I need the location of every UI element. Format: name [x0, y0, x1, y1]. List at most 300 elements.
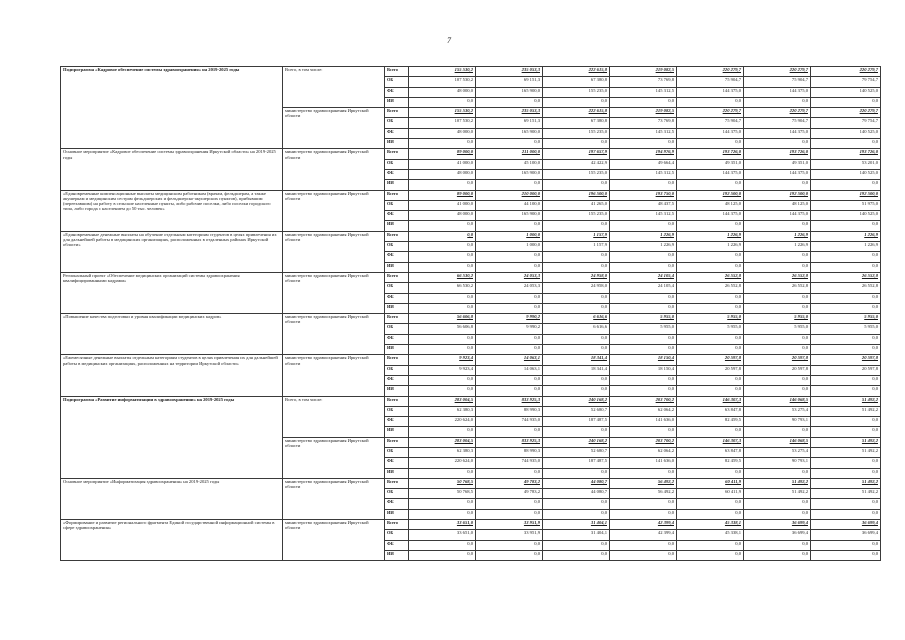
amount-cell: 41 000,0 [409, 200, 476, 210]
amount-cell: 107 530,2 [409, 118, 476, 128]
amount-cell: 0,0 [543, 334, 610, 344]
funding-source-cell: Всего [385, 355, 409, 365]
amount-cell: 24 105,4 [610, 272, 677, 282]
amount-cell: 0,0 [744, 293, 811, 303]
amount-cell: 56 492,2 [610, 478, 677, 488]
amount-cell: 50 768,5 [409, 478, 476, 488]
amount-cell: 0,0 [811, 458, 881, 468]
amount-cell: 0,0 [409, 550, 476, 560]
amount-cell: 1 226,9 [677, 242, 744, 252]
amount-cell: 197 657,9 [543, 149, 610, 159]
amount-cell: 220 279,7 [744, 67, 811, 77]
amount-cell: 144 375,0 [677, 211, 744, 221]
amount-cell: 0,0 [677, 427, 744, 437]
amount-cell: 49 351,0 [677, 159, 744, 169]
funding-source-cell: ИИ [385, 427, 409, 437]
responsible-cell: Всего, в том числе: [283, 67, 385, 108]
amount-cell: 73 769,8 [610, 118, 677, 128]
amount-cell: 82 459,5 [677, 417, 744, 427]
amount-cell: 155 530,2 [409, 108, 476, 118]
amount-cell: 0,0 [610, 262, 677, 272]
amount-cell: 52 680,7 [543, 447, 610, 457]
amount-cell: 0,0 [744, 468, 811, 478]
amount-cell: 0,0 [476, 499, 543, 509]
amount-cell: 0,0 [476, 375, 543, 385]
amount-cell: 33 651,0 [409, 520, 476, 530]
amount-cell: 0,0 [543, 180, 610, 190]
amount-cell: 0,0 [409, 499, 476, 509]
amount-cell: 0,0 [476, 252, 543, 262]
amount-cell: 0,0 [677, 509, 744, 519]
amount-cell: 0,0 [744, 550, 811, 560]
amount-cell: 49 783,2 [476, 478, 543, 488]
amount-cell: 0,0 [744, 509, 811, 519]
amount-cell: 107 530,2 [409, 77, 476, 87]
amount-cell: 0,0 [744, 334, 811, 344]
amount-cell: 0,0 [543, 509, 610, 519]
amount-cell: 5 955,0 [744, 324, 811, 334]
amount-cell: 155 235,0 [543, 169, 610, 179]
amount-cell: 67 380,8 [543, 77, 610, 87]
amount-cell: 63 847,8 [677, 406, 744, 416]
amount-cell: 283 004,5 [409, 396, 476, 406]
amount-cell: 0,0 [811, 221, 881, 231]
amount-cell: 9 923,4 [409, 355, 476, 365]
amount-cell: 144 375,0 [677, 87, 744, 97]
table-row [61, 355, 881, 365]
amount-cell: 0,0 [476, 334, 543, 344]
table-row [61, 67, 881, 77]
amount-cell: 0,0 [476, 180, 543, 190]
amount-cell: 51 492,2 [811, 478, 881, 488]
amount-cell: 0,0 [543, 468, 610, 478]
amount-cell: 26 552,8 [677, 272, 744, 282]
amount-cell: 49 783,2 [476, 489, 543, 499]
amount-cell: 0,0 [677, 293, 744, 303]
amount-cell: 0,0 [476, 139, 543, 149]
amount-cell: 0,0 [610, 375, 677, 385]
funding-source-cell: Всего [385, 437, 409, 447]
amount-cell: 0,0 [677, 386, 744, 396]
amount-cell: 0,0 [744, 386, 811, 396]
amount-cell: 69 151,3 [476, 118, 543, 128]
amount-cell: 196 500,0 [543, 190, 610, 200]
amount-cell: 56 492,2 [610, 489, 677, 499]
amount-cell: 48 437,5 [610, 200, 677, 210]
amount-cell: 9 923,4 [409, 365, 476, 375]
amount-cell: 220 279,7 [811, 108, 881, 118]
amount-cell: 0,0 [811, 427, 881, 437]
amount-cell: 165 900,0 [476, 211, 543, 221]
amount-cell: 5 955,0 [811, 314, 881, 324]
amount-cell: 193 726,0 [677, 149, 744, 159]
amount-cell: 833 925,3 [476, 437, 543, 447]
amount-cell: 194 976,9 [610, 149, 677, 159]
amount-cell: 62 064,2 [610, 447, 677, 457]
amount-cell: 193 726,0 [744, 149, 811, 159]
amount-cell: 187 487,5 [543, 458, 610, 468]
amount-cell: 0,0 [409, 242, 476, 252]
amount-cell: 0,0 [409, 386, 476, 396]
amount-cell: 0,0 [677, 334, 744, 344]
amount-cell: 0,0 [677, 139, 744, 149]
amount-cell: 0,0 [610, 386, 677, 396]
amount-cell: 0,0 [543, 303, 610, 313]
funding-source-cell: ИИ [385, 97, 409, 107]
program-name-cell: «Единовременные денежные выплаты на обучение отдельным категориям студентов в целях привлечения их для дальнейшей работы в медицинских организациях, расположенных в отдаленных районах Иркутской области» [61, 231, 283, 272]
funding-source-cell: Всего [385, 67, 409, 77]
funding-source-cell: ОБ [385, 159, 409, 169]
amount-cell: 18 341,4 [543, 355, 610, 365]
amount-cell: 0,0 [677, 540, 744, 550]
amount-cell: 33 951,9 [476, 530, 543, 540]
amount-cell: 146 307,3 [677, 437, 744, 447]
amount-cell: 51 492,2 [744, 478, 811, 488]
amount-cell: 90 793,1 [744, 417, 811, 427]
amount-cell: 73 769,8 [610, 77, 677, 87]
amount-cell: 144 375,0 [677, 128, 744, 138]
amount-cell: 75 904,7 [744, 118, 811, 128]
funding-source-cell: ОБ [385, 242, 409, 252]
amount-cell: 31 404,1 [543, 520, 610, 530]
funding-source-cell: ФБ [385, 334, 409, 344]
amount-cell: 145 312,5 [610, 211, 677, 221]
amount-cell: 0,0 [677, 550, 744, 560]
amount-cell: 18 150,4 [610, 355, 677, 365]
amount-cell: 0,0 [610, 303, 677, 313]
amount-cell: 0,0 [409, 180, 476, 190]
amount-cell: 45 338,1 [677, 520, 744, 530]
budget-table [60, 66, 881, 561]
amount-cell: 41 000,0 [409, 159, 476, 169]
amount-cell: 192 500,0 [744, 190, 811, 200]
funding-source-cell: ФБ [385, 417, 409, 427]
amount-cell: 165 900,0 [476, 128, 543, 138]
amount-cell: 20 597,8 [744, 365, 811, 375]
amount-cell: 0,0 [811, 468, 881, 478]
amount-cell: 52 680,7 [543, 406, 610, 416]
amount-cell: 88 990,3 [476, 406, 543, 416]
funding-source-cell: Всего [385, 149, 409, 159]
amount-cell: 192 500,0 [811, 190, 881, 200]
funding-source-cell: ФБ [385, 375, 409, 385]
amount-cell: 20 597,8 [811, 355, 881, 365]
amount-cell: 0,0 [610, 345, 677, 355]
amount-cell: 24 958,0 [543, 272, 610, 282]
amount-cell: 26 552,8 [677, 283, 744, 293]
amount-cell: 0,0 [811, 139, 881, 149]
funding-source-cell: ФБ [385, 499, 409, 509]
amount-cell: 26 552,8 [811, 272, 881, 282]
amount-cell: 220 624,0 [409, 417, 476, 427]
amount-cell: 51 492,2 [811, 489, 881, 499]
amount-cell: 146 068,5 [744, 396, 811, 406]
amount-cell: 48 000,0 [409, 211, 476, 221]
amount-cell: 0,0 [409, 345, 476, 355]
funding-source-cell: ИИ [385, 468, 409, 478]
amount-cell: 193 726,0 [811, 149, 881, 159]
amount-cell: 0,0 [543, 293, 610, 303]
amount-cell: 0,0 [543, 221, 610, 231]
amount-cell: 45 100,0 [476, 159, 543, 169]
amount-cell: 0,0 [610, 139, 677, 149]
responsible-cell: министерство здравоохранения Иркутской области [283, 272, 385, 313]
amount-cell: 45 338,1 [677, 530, 744, 540]
amount-cell: 144 375,0 [744, 169, 811, 179]
amount-cell: 0,0 [677, 180, 744, 190]
amount-cell: 0,0 [409, 509, 476, 519]
amount-cell: 1 226,9 [811, 231, 881, 241]
amount-cell: 283 004,5 [409, 437, 476, 447]
table-row [61, 190, 881, 200]
page-number: 7 [447, 36, 451, 45]
program-name-cell: «Единовременные компенсационные выплаты медицинским работникам (врачам, фельдшерам, а также акушеркам и медицинским сестрам фельдшерских и фельдшерско-акушерских пунктов), прибывшим (переехавшим) на работу в сельские населенные пункты, либо рабочие поселки, либо поселки городского типа, либо города с населением до 50 тыс. человек» [61, 190, 283, 231]
amount-cell: 48 000,0 [409, 169, 476, 179]
funding-source-cell: ОБ [385, 406, 409, 416]
amount-cell: 48 000,0 [409, 87, 476, 97]
amount-cell: 0,0 [811, 345, 881, 355]
funding-source-cell: Всего [385, 314, 409, 324]
amount-cell: 75 904,7 [677, 118, 744, 128]
funding-source-cell: ИИ [385, 550, 409, 560]
amount-cell: 0,0 [610, 540, 677, 550]
table-row [61, 314, 881, 324]
amount-cell: 0,0 [744, 427, 811, 437]
responsible-cell: министерство здравоохранения Иркутской области [283, 231, 385, 272]
amount-cell: 240 168,2 [543, 437, 610, 447]
amount-cell: 0,0 [744, 499, 811, 509]
program-name-cell: Региональный проект «Обеспечение медицинских организаций системы здравоохранения квалифицированными кадрами» [61, 272, 283, 313]
amount-cell: 50 768,5 [409, 489, 476, 499]
funding-source-cell: ИИ [385, 180, 409, 190]
funding-source-cell: ОБ [385, 118, 409, 128]
funding-source-cell: Всего [385, 520, 409, 530]
funding-source-cell: ИИ [385, 303, 409, 313]
amount-cell: 0,0 [811, 262, 881, 272]
amount-cell: 0,0 [543, 375, 610, 385]
amount-cell: 36 699,4 [744, 530, 811, 540]
amount-cell: 222 615,8 [543, 67, 610, 77]
amount-cell: 0,0 [677, 345, 744, 355]
amount-cell: 0,0 [677, 499, 744, 509]
amount-cell: 24 053,3 [476, 283, 543, 293]
amount-cell: 0,0 [476, 509, 543, 519]
amount-cell: 0,0 [610, 293, 677, 303]
responsible-cell: министерство здравоохранения Иркутской области [283, 190, 385, 231]
amount-cell: 49 664,4 [610, 159, 677, 169]
amount-cell: 14 063,1 [476, 355, 543, 365]
amount-cell: 0,0 [476, 262, 543, 272]
amount-cell: 144 375,0 [744, 128, 811, 138]
amount-cell: 0,0 [744, 262, 811, 272]
amount-cell: 0,0 [610, 252, 677, 262]
responsible-cell: министерство здравоохранения Иркутской области [283, 108, 385, 149]
amount-cell: 144 375,0 [677, 169, 744, 179]
amount-cell: 60 411,9 [677, 478, 744, 488]
funding-source-cell: ФБ [385, 169, 409, 179]
amount-cell: 155 235,0 [543, 87, 610, 97]
amount-cell: 0,0 [476, 427, 543, 437]
amount-cell: 222 615,8 [543, 108, 610, 118]
amount-cell: 0,0 [543, 97, 610, 107]
amount-cell: 44 100,0 [476, 200, 543, 210]
amount-cell: 0,0 [811, 97, 881, 107]
amount-cell: 744 935,0 [476, 417, 543, 427]
amount-cell: 0,0 [811, 417, 881, 427]
funding-source-cell: Всего [385, 396, 409, 406]
amount-cell: 0,0 [610, 427, 677, 437]
amount-cell: 1 157,9 [543, 242, 610, 252]
amount-cell: 66 530,2 [409, 272, 476, 282]
program-name-cell: Основное мероприятие «Информатизация здравоохранения» на 2019-2025 годы [61, 478, 283, 519]
amount-cell: 211 000,0 [476, 149, 543, 159]
amount-cell: 0,0 [677, 221, 744, 231]
amount-cell: 63 847,8 [677, 447, 744, 457]
amount-cell: 0,0 [409, 293, 476, 303]
amount-cell: 0,0 [677, 262, 744, 272]
amount-cell: 235 053,3 [476, 108, 543, 118]
amount-cell: 0,0 [543, 427, 610, 437]
responsible-cell: министерство здравоохранения Иркутской области [283, 314, 385, 355]
amount-cell: 20 597,8 [811, 365, 881, 375]
amount-cell: 60 411,9 [677, 489, 744, 499]
amount-cell: 203 700,2 [610, 396, 677, 406]
amount-cell: 0,0 [811, 375, 881, 385]
amount-cell: 5 955,0 [610, 314, 677, 324]
amount-cell: 187 487,5 [543, 417, 610, 427]
amount-cell: 0,0 [476, 540, 543, 550]
amount-cell: 0,0 [543, 540, 610, 550]
amount-cell: 82 459,5 [677, 458, 744, 468]
amount-cell: 36 699,4 [811, 520, 881, 530]
amount-cell: 14 063,1 [476, 365, 543, 375]
amount-cell: 44 080,7 [543, 478, 610, 488]
amount-cell: 6 616,6 [543, 314, 610, 324]
funding-source-cell: ФБ [385, 87, 409, 97]
amount-cell: 5 955,0 [811, 324, 881, 334]
amount-cell: 6 616,6 [543, 324, 610, 334]
funding-source-cell: ОБ [385, 365, 409, 375]
amount-cell: 146 307,3 [677, 396, 744, 406]
amount-cell: 90 793,1 [744, 458, 811, 468]
amount-cell: 0,0 [476, 293, 543, 303]
amount-cell: 20 597,8 [677, 365, 744, 375]
amount-cell: 219 082,5 [610, 67, 677, 77]
amount-cell: 0,0 [543, 386, 610, 396]
amount-cell: 0,0 [811, 509, 881, 519]
responsible-cell: министерство здравоохранения Иркутской области [283, 478, 385, 519]
amount-cell: 0,0 [610, 334, 677, 344]
amount-cell: 36 699,4 [744, 520, 811, 530]
amount-cell: 0,0 [610, 509, 677, 519]
program-name-cell: «Ежемесячные денежные выплаты отдельным категориям студентов в целях привлечения их для дальнейшей работы в медицинских организациях, расположенных на территории Иркутской области» [61, 355, 283, 396]
funding-source-cell: ИИ [385, 139, 409, 149]
amount-cell: 140 525,0 [811, 211, 881, 221]
amount-cell: 0,0 [409, 139, 476, 149]
amount-cell: 31 404,1 [543, 530, 610, 540]
amount-cell: 0,0 [677, 97, 744, 107]
table-row [61, 520, 881, 530]
amount-cell: 1 226,9 [610, 231, 677, 241]
funding-source-cell: ИИ [385, 345, 409, 355]
amount-cell: 155 530,2 [409, 67, 476, 77]
amount-cell: 36 699,4 [811, 530, 881, 540]
amount-cell: 144 375,0 [744, 87, 811, 97]
amount-cell: 0,0 [409, 303, 476, 313]
amount-cell: 0,0 [610, 221, 677, 231]
amount-cell: 0,0 [409, 231, 476, 241]
amount-cell: 0,0 [543, 550, 610, 560]
amount-cell: 42 399,4 [610, 530, 677, 540]
amount-cell: 0,0 [811, 180, 881, 190]
amount-cell: 0,0 [811, 499, 881, 509]
amount-cell: 141 636,0 [610, 458, 677, 468]
amount-cell: 33 651,0 [409, 530, 476, 540]
amount-cell: 49 351,0 [744, 159, 811, 169]
amount-cell: 0,0 [543, 262, 610, 272]
amount-cell: 69 151,3 [476, 77, 543, 87]
amount-cell: 53 201,0 [811, 159, 881, 169]
amount-cell: 5 955,0 [677, 324, 744, 334]
funding-source-cell: ОБ [385, 200, 409, 210]
amount-cell: 0,0 [677, 375, 744, 385]
amount-cell: 62 380,3 [409, 406, 476, 416]
amount-cell: 79 754,7 [811, 118, 881, 128]
amount-cell: 203 700,2 [610, 437, 677, 447]
funding-source-cell: ОБ [385, 283, 409, 293]
table-row [61, 149, 881, 159]
amount-cell: 0,0 [409, 334, 476, 344]
funding-source-cell: ОБ [385, 324, 409, 334]
amount-cell: 0,0 [476, 303, 543, 313]
amount-cell: 0,0 [744, 375, 811, 385]
amount-cell: 165 900,0 [476, 169, 543, 179]
amount-cell: 24 105,4 [610, 283, 677, 293]
responsible-cell: министерство здравоохранения Иркутской области [283, 355, 385, 396]
amount-cell: 0,0 [744, 252, 811, 262]
funding-source-cell: ОБ [385, 447, 409, 457]
funding-source-cell: ФБ [385, 293, 409, 303]
amount-cell: 62 380,3 [409, 447, 476, 457]
amount-cell: 0,0 [744, 180, 811, 190]
responsible-cell: министерство здравоохранения Иркутской области [283, 149, 385, 190]
amount-cell: 0,0 [409, 375, 476, 385]
amount-cell: 75 904,7 [744, 77, 811, 87]
amount-cell: 146 068,5 [744, 437, 811, 447]
funding-source-cell: ИИ [385, 221, 409, 231]
amount-cell: 1 157,9 [543, 231, 610, 241]
amount-cell: 155 235,0 [543, 128, 610, 138]
amount-cell: 0,0 [811, 334, 881, 344]
amount-cell: 193 750,0 [610, 190, 677, 200]
funding-source-cell: ОБ [385, 489, 409, 499]
funding-source-cell: Всего [385, 108, 409, 118]
amount-cell: 33 951,9 [476, 520, 543, 530]
amount-cell: 0,0 [744, 221, 811, 231]
amount-cell: 0,0 [543, 252, 610, 262]
amount-cell: 0,0 [811, 252, 881, 262]
funding-source-cell: ФБ [385, 458, 409, 468]
amount-cell: 0,0 [677, 252, 744, 262]
funding-source-cell: ИИ [385, 386, 409, 396]
amount-cell: 0,0 [811, 386, 881, 396]
amount-cell: 0,0 [744, 303, 811, 313]
amount-cell: 9 990,2 [476, 324, 543, 334]
amount-cell: 155 235,0 [543, 211, 610, 221]
amount-cell: 75 904,7 [677, 77, 744, 87]
amount-cell: 48 125,0 [744, 200, 811, 210]
amount-cell: 0,0 [476, 386, 543, 396]
